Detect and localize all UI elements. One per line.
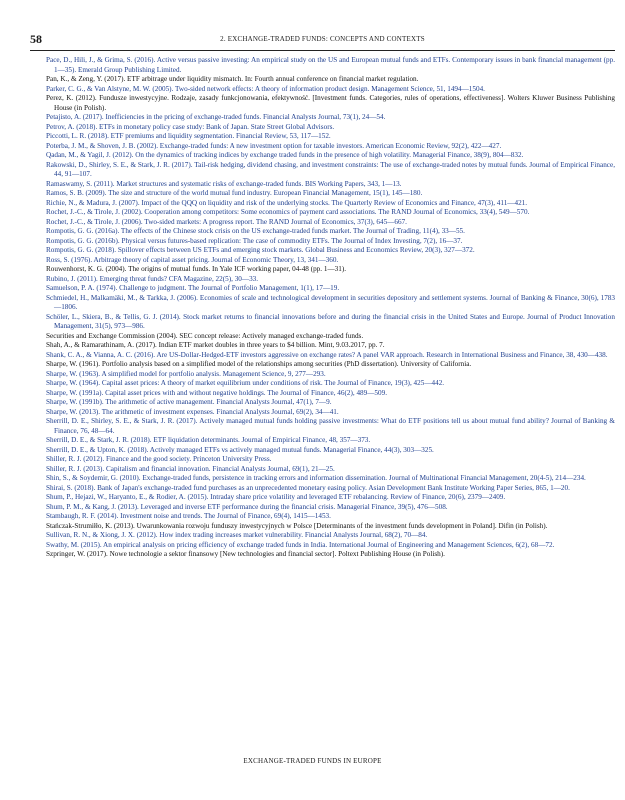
reference-entry[interactable]: Rochet, J.-C., & Tirole, J. (2006). Two-sided markets: A progress report. The RAND Journal of Economics, 37(3), 645—667. [46, 217, 407, 226]
reference-entry[interactable]: Sherrill, D. E., & Stark, J. R. (2018). ETF liquidation determinants. Journal of Empirical Finance, 48, 357—373. [46, 436, 371, 444]
reference-entry[interactable]: Shum, P., Hejazi, W., Haryanto, E., & Rodier, A. (2015). Intraday share price volatility and leveraged ETF rebalancing. Review of Finance, 20(6), 2379—2409. [46, 493, 506, 501]
reference-entry[interactable]: Rochet, J.-C., & Tirole, J. (2002). Cooperation among competitors: Some economics of payment card associations. The RAND Journal of Economics, 33(4), 549—570. [46, 208, 530, 216]
reference-list [46, 56, 615, 560]
reference-entry: Securities and Exchange Commission (2004). SEC concept release: Actively managed exchange-traded funds. [46, 331, 364, 340]
reference-entry[interactable]: Petrov, A. (2018). ETFs in monetary policy case study: Bank of Japan. State Street Global Advisors. [46, 122, 335, 131]
reference-entry[interactable]: Stambaugh, R. F. (2014). Investment noise and trends. The Journal of Finance, 69(4), 1415—1453. [46, 512, 331, 520]
reference-entry: Stańczak-Strumiłło, K. (2013). Uwarunkowania rozwoju funduszy inwestycyjnych w Polsce [Determinants of the investment funds development in Poland]. Difin (in Polish). [46, 521, 548, 530]
reference-entry[interactable]: Parker, C. G., & Van Alstyne, M. W. (2005). Two-sided network effects: A theory of information product design. Management Science, 51, 1494—1504. [46, 84, 485, 93]
reference-entry[interactable]: Shirai, S. (2018). Bank of Japan's exchange-traded fund purchases as an unprecedented monetary easing policy. Asian Development Bank Institute Working Paper Series, 865, 1—20. [46, 483, 570, 492]
reference-entry[interactable]: Rompotis, G. G. (2016b). Physical versus futures-based replication: The case of commodity ETFs. The Journal of Index Investing, 7(2), 16—37. [46, 236, 463, 245]
reference-entry[interactable]: Qadan, M., & Yagil, J. (2012). On the dynamics of tracking indices by exchange traded funds in the presence of high volatility. Managerial Finance, 38(9), 804—832. [46, 151, 524, 159]
reference-entry[interactable]: Ramos, S. B. (2009). The size and structure of the world mutual fund industry. European Financial Management, 15(1), 145—180. [46, 189, 423, 197]
reference-entry[interactable]: Richie, N., & Madura, J. (2007). Impact of the QQQ on liquidity and risk of the underlying stocks. The Quarterly Review of Economics and Finance, 47(3), 411—421. [46, 198, 528, 207]
page-number: 58 [30, 32, 42, 46]
reference-entry[interactable]: Schöler, L., Skiera, B., & Tellis, G. J. (2014). Stock market returns to financial innovations before and during the financial crisis in the United States and Europe. Journal of Product Innovation Management, 31(5), 973—986. [46, 312, 615, 330]
reference-entry[interactable]: Sharpe, W. (2013). The arithmetic of investment expenses. Financial Analysts Journal, 69(2), 34—41. [46, 407, 339, 416]
reference-entry[interactable]: Sharpe, W. (1991a). Capital asset prices with and without negative holdings. The Journal of Finance, 46(2), 489—509. [46, 388, 388, 397]
reference-entry[interactable]: Shin, S., & Soydemir, G. (2010). Exchange-traded funds, persistence in tracking errors and information dissemination. Journal of Multinational Financial Management, 20(4-5), 214—234. [46, 474, 586, 482]
reference-entry: Szpringer, W. (2017). Nowe technologie a sektor finansowy [New technologies and financial sector]. Poltext Publishing House (in Polish). [46, 550, 445, 558]
reference-entry[interactable]: Shiller, R. J. (2013). Capitalism and financial innovation. Financial Analysts Journal, 69(1), 21—25. [46, 464, 335, 473]
page-header [30, 32, 615, 51]
reference-entry: Pan, K., & Zeng, Y. (2017). ETF arbitrage under liquidity mismatch. In: Fourth annual conference on financial market regulation. [46, 75, 419, 83]
reference-entry[interactable]: Rubino, J. (2011). Emerging threat funds? CFA Magazine, 22(5), 30—33. [46, 274, 259, 283]
reference-entry[interactable]: Rompotis, G. G. (2016a). The effects of the Chinese stock crisis on the US exchange-traded funds market. The Journal of Trading, 11(4), 33—55. [46, 227, 465, 235]
running-head: 2. EXCHANGE-TRADED FUNDS: CONCEPTS AND CONTEXTS [220, 35, 425, 43]
reference-entry[interactable]: Sharpe, W. (1963). A simplified model for portfolio analysis. Management Science, 9, 277—293. [46, 369, 326, 378]
reference-entry[interactable]: Samuelson, P. A. (1974). Challenge to judgment. The Journal of Portfolio Management, 1(1), 17—19. [46, 284, 340, 292]
reference-entry[interactable]: Ramaswamy, S. (2011). Market structures and systematic risks of exchange-traded funds. BIS Working Papers, 343, 1—13. [46, 179, 402, 188]
reference-entry[interactable]: Swathy, M. (2015). An empirical analysis on pricing efficiency of exchange traded funds in India. International Journal of Engineering and Management Sciences, 6(2), 68—72. [46, 540, 555, 549]
reference-entry[interactable]: Sharpe, W. (1964). Capital asset prices: A theory of market equilibrium under conditions of risk. The Journal of Finance, 19(3), 425—442. [46, 379, 445, 387]
reference-entry: Sharpe, W. (1961). Portfolio analysis based on a simplified model of the relationships among securities (PhD dissertation). University of California. [46, 360, 472, 368]
reference-entry[interactable]: Rompotis, G. G. (2018). Spillover effects between US ETFs and emerging stock markets. Global Business and Economics Review, 20(3), 327—372. [46, 246, 475, 254]
reference-entry[interactable]: Sherrill, D. E., & Upton, K. (2018). Actively managed ETFs vs actively managed mutual funds. Managerial Finance, 44(3), 303—325. [46, 445, 434, 454]
reference-entry[interactable]: Schmiedel, H., Malkamäki, M., & Tarkka, J. (2006). Economies of scale and technological development in securities depository and settlement systems. Journal of Banking & Finance, 30(6), 1783—1806. [46, 293, 615, 311]
reference-entry[interactable]: Shum, P. M., & Kang, J. (2013). Leveraged and inverse ETF performance during the financial crisis. Managerial Finance, 39(5), 476—508. [46, 502, 448, 511]
reference-entry[interactable]: Pace, D., Hili, J., & Grima, S. (2016). Active versus passive investing: An empirical study on the US and European mutual funds and ETFs. Contemporary issues in bank financial management (pp. 1—35). Emerald Group Publishing Limited. [46, 56, 615, 74]
reference-entry: Shah, A., & Ramarathinam, A. (2017). Indian ETF market doubles in three years to $4 billion. Mint, 9.03.2017, pp. 7. [46, 341, 385, 349]
reference-entry[interactable]: Petajisto, A. (2017). Inefficiencies in the pricing of exchange-traded funds. Financial Analysts Journal, 73(1), 24—54. [46, 113, 386, 121]
page-footer: EXCHANGE-TRADED FUNDS IN EUROPE [243, 757, 382, 765]
reference-entry[interactable]: Sullivan, R. N., & Xiong, J. X. (2012). How index trading increases market vulnerability. Financial Analysts Journal, 68(2), 70—84. [46, 531, 428, 539]
reference-entry[interactable]: Ross, S. (1976). Arbitrage theory of capital asset pricing. Journal of Economic Theory, 13, 341—360. [46, 255, 339, 264]
reference-entry[interactable]: Shank, C. A., & Vianna, A. C. (2016). Are US-Dollar-Hedged-ETF investors aggressive on exchange rates? A panel VAR approach. Research in International Business and Finance, 38, 430—438. [46, 350, 608, 359]
reference-entry[interactable]: Rakowski, D., Shirley, S. E., & Stark, J. R. (2017). Tail-risk hedging, dividend chasing, and investment constraints: The use of exchange-traded notes by mutual funds. Journal of Empirical Finance, 44, 91—107. [46, 160, 615, 178]
reference-entry: Rouwenhorst, K. G. (2004). The origins of mutual funds. In Yale ICF working paper, 04-48 (pp. 1—31). [46, 265, 347, 273]
reference-entry[interactable]: Sharpe, W. (1991b). The arithmetic of active management. Financial Analysts Journal, 47(1), 7—9. [46, 398, 332, 406]
reference-entry[interactable]: Sherrill, D. E., Shirley, S. E., & Stark, J. R. (2017). Actively managed mutual funds holding passive investments: What do ETF positions tell us about mutual fund ability? Journal of Banking & Finance, 76, 48—64. [46, 417, 615, 435]
reference-entry[interactable]: Poterba, J. M., & Shoven, J. B. (2002). Exchange-traded funds: A new investment option for taxable investors. American Economic Review, 92(2), 422—427. [46, 141, 502, 150]
reference-entry[interactable]: Shiller, R. J. (2012). Finance and the good society. Princeton University Press. [46, 455, 272, 463]
reference-entry[interactable]: Piccotti, L. R. (2018). ETF premiums and liquidity segmentation. Financial Review, 53, 117—152. [46, 132, 331, 140]
reference-entry: Perez, K. (2012). Fundusze inwestycyjne. Rodzaje, zasady funkcjonowania, efektywność. [Investment funds. Categories, rules of operations, effectiveness]. Wolters Kluwer Business Publishing House (in Polish). [46, 94, 615, 112]
